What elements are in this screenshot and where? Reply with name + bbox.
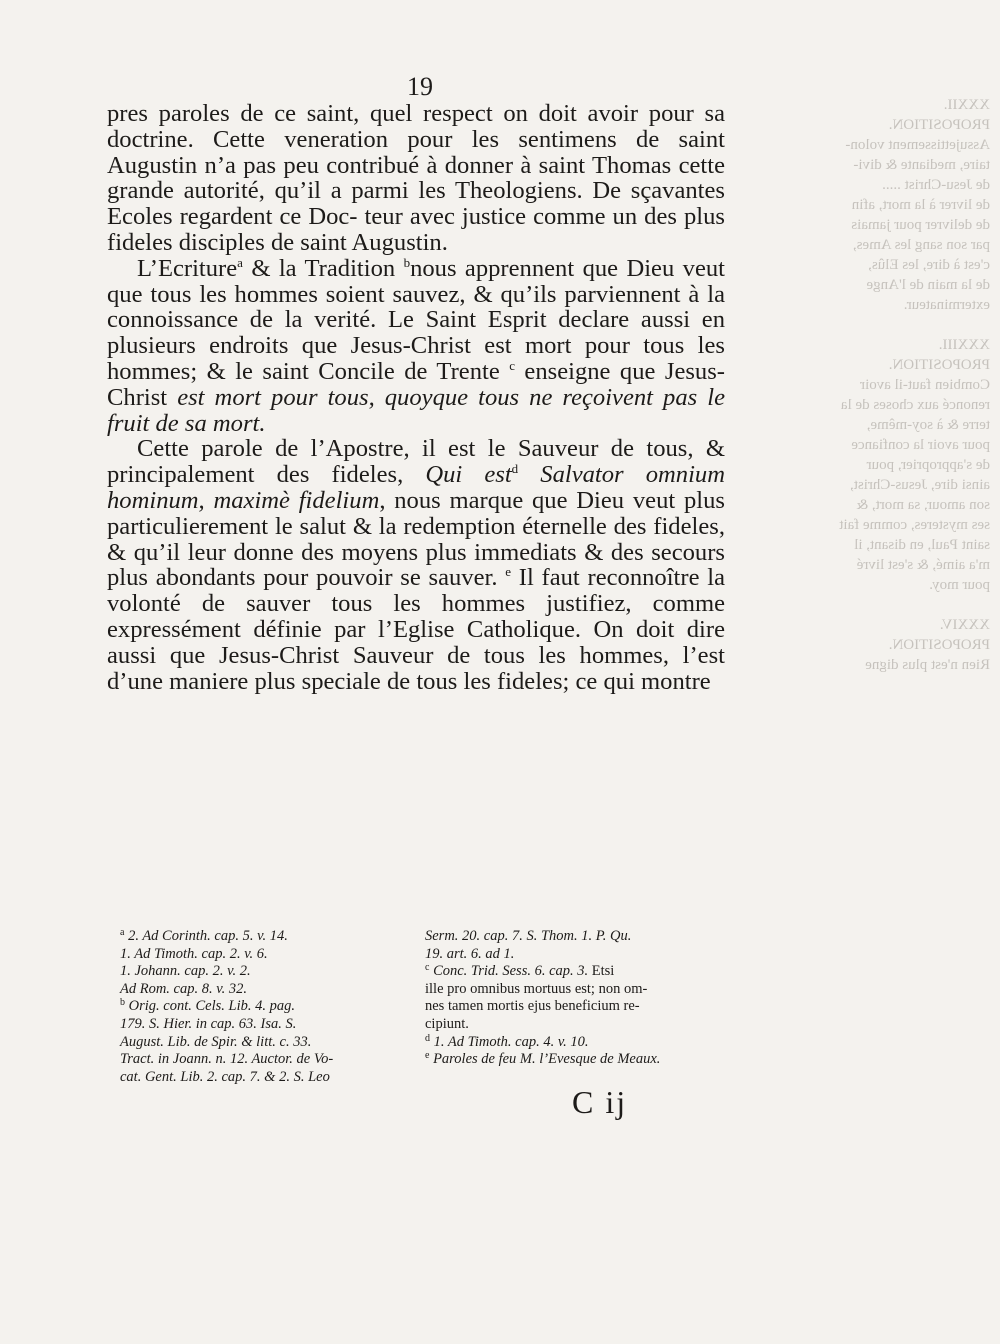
footnote-line: cipiunt. <box>425 1015 469 1032</box>
footnote-line: 1. Johann. cap. 2. v. 2. <box>120 963 251 980</box>
footnote-b: $^b$ Orig. cont. Cels. Lib. 4. pag. <box>120 997 295 1015</box>
footnote-ref-a: a <box>237 254 243 270</box>
footnote-line: Ad Rom. cap. 8. v. 32. <box>120 980 247 997</box>
footnote-line: cat. Gent. Lib. 2. cap. 7. & 2. S. Leo <box>120 1068 330 1085</box>
footnote-ref-c: c <box>509 357 515 373</box>
footnote-ref-d: d <box>511 461 519 477</box>
footnote-line: August. Lib. de Spir. & litt. c. 33. <box>120 1033 312 1050</box>
footnote-line: ille pro omnibus mortuus est; non om- <box>425 980 648 997</box>
main-text <box>107 101 725 694</box>
paragraph-2: L’Ecriture$^a$ & la Tradition $^b$nous apprennent que Dieu veut que tous les hommes soient sauvez, & qu’ils parviennent à la connoissance de la verité. Le Saint Esprit declare aussi en plusieurs endroits que Jesus-Christ est mort pour tous les hommes; & le saint Concile de Trente $^c$ enseigne que Jesus-Christ est mort pour tous, quoyque tous ne reçoivent pas le fruit de sa mort. <box>107 254 726 437</box>
footnote-line: Serm. 20. cap. 7. S. Thom. 1. P. Qu. <box>425 928 632 944</box>
footnote-ref-e: e <box>505 564 512 580</box>
footnote-d: $^d$ 1. Ad Timoth. cap. 4. v. 10. <box>425 1032 589 1050</box>
footnote-line: 19. art. 6. ad 1. <box>425 945 515 962</box>
footnotes-right-column <box>425 928 727 1069</box>
bleed-through-text: XXXII. PROPOSITION. Assujettissement volon- taire, mediante & divi- de Jesu-Christ ..... de livrer à la mort, afin de delivrer pour jamais par son sang les Ames, c'est à dire, les Elûs, de la main de l'Ange exterminateur. XXXIII. PROPOSITION. Combien faut-il avoir renoncé aux choses de la terre & à soy-même, pour avoir la confiance de s'approprier, pour ainsi dire, Jesus-Christ, son amour, sa mort, & ses mysteres, comme fait saint Paul, en disant, il m'a aimé, & s'est livré pour moy. XXXIV. PROPOSITION. Rien n'est plus digne <box>839 97 990 673</box>
footnote-line: Tract. in Joann. n. 12. Auctor. de Vo- <box>120 1051 334 1068</box>
footnote-a: $^a$ 2. Ad Corinth. cap. 5. v. 14. <box>120 927 288 944</box>
signature-mark: C ij <box>572 1084 628 1120</box>
footnote-line: nes tamen mortis ejus beneficium re- <box>425 998 640 1015</box>
paragraph-3: Cette parole de l’Apostre, il est le Sauveur de tous, & principalement des fideles, Qui est$^d$ Salvator omnium hominum, maximè fidelium, nous marque que Dieu veut plus particulierement le salut & la redemption éternelle des fideles, & qu’il leur donne des moyens plus immediats & des secours plus abondants pour pouvoir se sauver. $^e$ Il faut reconnoître la volonté de sauver tous les hommes justifiez, comme expressément définie par l’Eglise Catholique. On doit dire aussi que Jesus-Christ Sauveur de tous les hommes, l’est d’une maniere plus speciale de tous les fideles; ce qui montre <box>107 435 725 695</box>
footnote-ref-b: b <box>403 254 411 270</box>
footnote-c: $^c$ Conc. Trid. Sess. 6. cap. 3. Etsi <box>425 962 615 980</box>
paragraph-1: pres paroles de ce saint, quel respect on doit avoir pour sa doctrine. Cette veneration pour les sentimens de saint Augustin n’a pas peu contribué à donner à saint Thomas cette grande autorité, qu’il a parmi les Theologiens. De sçavantes Ecoles regardent ce Doc- teur avec justice comme un des plus fideles disciples de saint Augustin. <box>107 100 726 256</box>
footnote-e: $^e$ Paroles de feu M. l’Evesque de Meaux. <box>425 1050 661 1068</box>
footnote-line: 1. Ad Timoth. cap. 2. v. 6. <box>120 945 268 962</box>
footnote-line: 179. S. Hier. in cap. 63. Isa. S. <box>120 1015 297 1032</box>
page-number: 19 <box>407 72 433 101</box>
footnotes-left-column <box>120 928 398 1086</box>
